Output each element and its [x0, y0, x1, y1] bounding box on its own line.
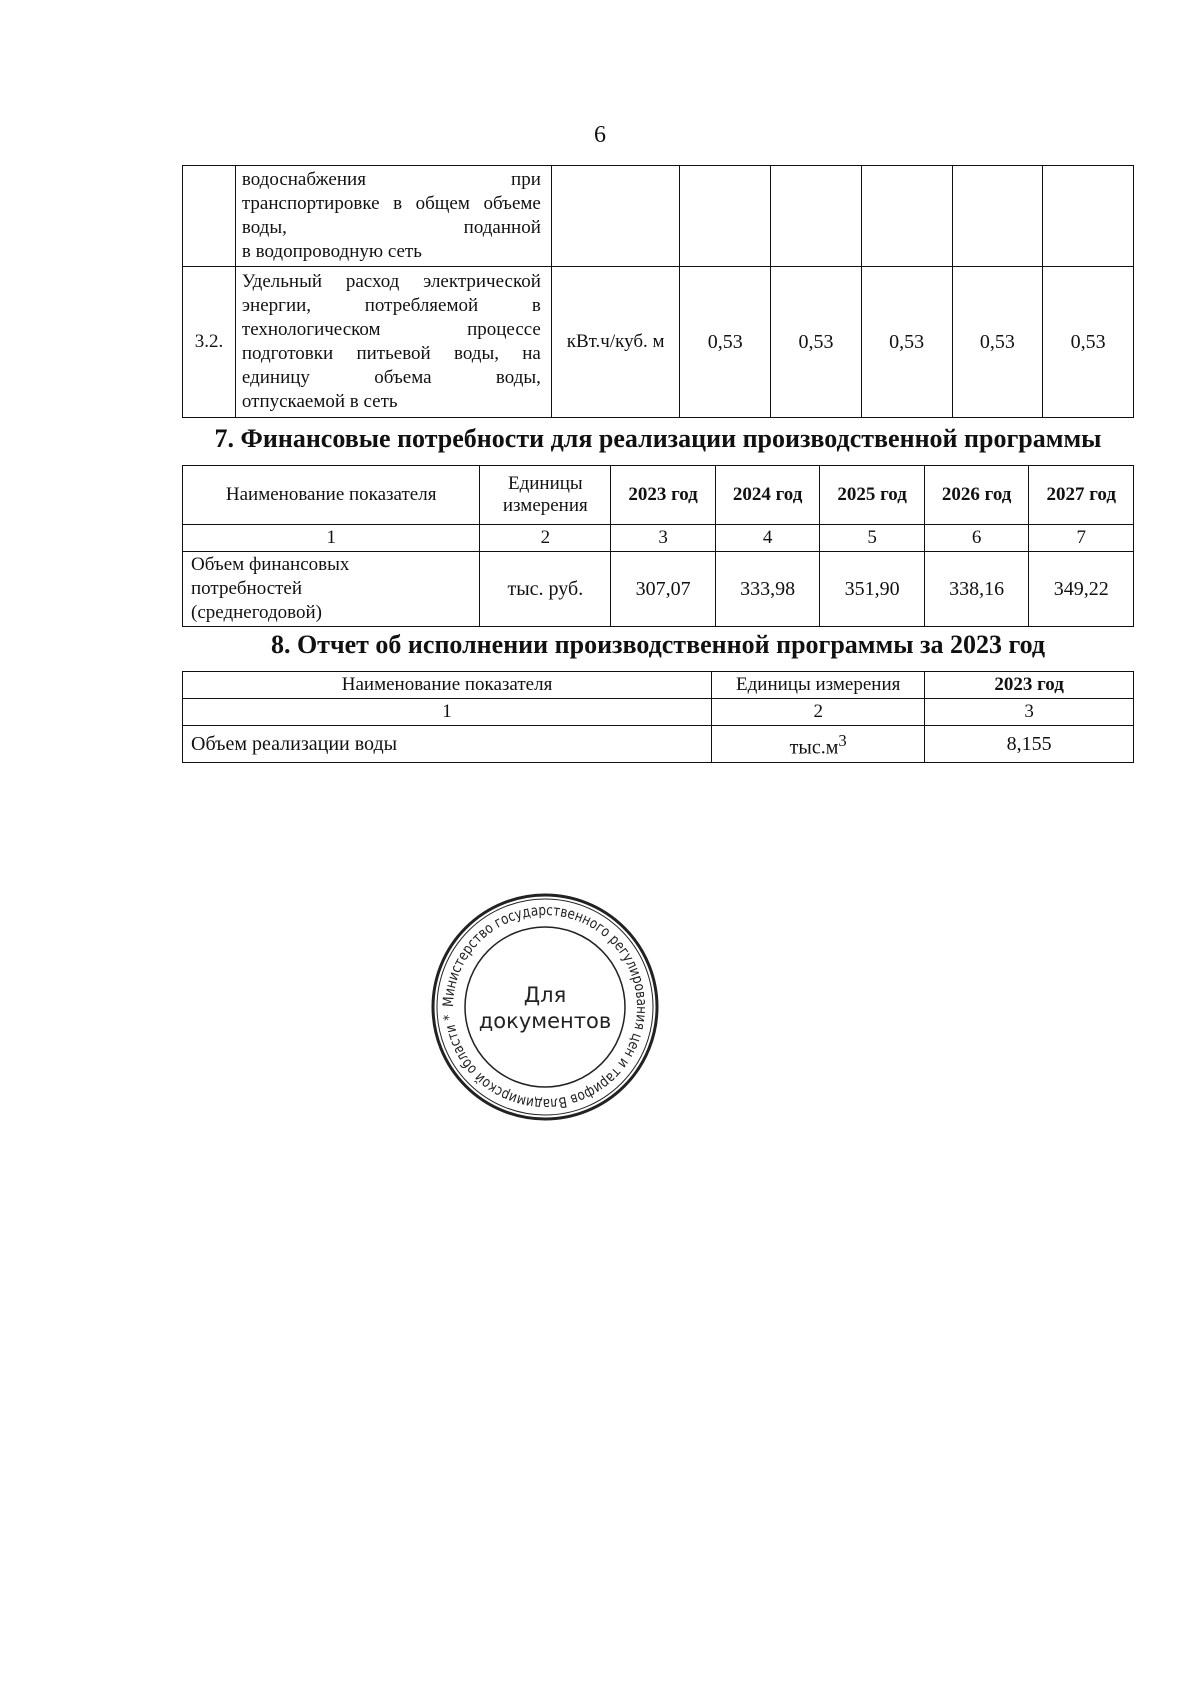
value-cell: 0,53	[771, 267, 862, 418]
unit-cell	[551, 166, 680, 267]
value-cell	[1043, 166, 1134, 267]
index-cell: 3	[925, 699, 1134, 726]
seal-center-line: Для	[523, 983, 567, 1007]
seal-ring-text: Министерство государственного регулирования цен и тарифов Владимирской области *	[440, 902, 650, 1112]
column-header: Единицы измерения	[712, 672, 925, 699]
table-row	[183, 552, 1134, 627]
column-header: 2023 год	[611, 466, 716, 525]
value-cell: 338,16	[924, 552, 1029, 627]
column-header: 2023 год	[925, 672, 1134, 699]
seal-outer-ring-inner	[437, 899, 653, 1115]
table-index-row	[183, 525, 1134, 552]
financial-needs-table	[182, 465, 1134, 627]
seal-outer-ring	[433, 895, 657, 1119]
section-title: 7. Финансовые потребности для реализации производственной программы	[214, 424, 1102, 453]
value-cell: 0,53	[952, 267, 1043, 418]
page-number: 6	[594, 122, 606, 148]
indicator-name: Объем финансовых потребностей (среднегодовой)	[183, 552, 480, 627]
value-cell	[771, 166, 862, 267]
indicator-name: Удельный расход электрической энергии, потребляемой в технологическом процессе подготовки питьевой воды, на единицу объема воды, отпускаемой в сеть	[235, 267, 551, 418]
column-header: Наименование показателя	[183, 466, 480, 525]
indicators-table	[182, 165, 1134, 418]
value-cell	[952, 166, 1043, 267]
index-cell: 1	[183, 699, 712, 726]
table-header-row	[183, 672, 1134, 699]
section-title: 8. Отчет об исполнении производственной программы за 2023 год	[270, 630, 1046, 659]
index-cell: 2	[712, 699, 925, 726]
table-header-row	[183, 466, 1134, 525]
seal-center-line: документов	[478, 1009, 612, 1033]
column-header: 2024 год	[715, 466, 820, 525]
column-header: 2025 год	[820, 466, 925, 525]
official-seal	[430, 892, 660, 1122]
index-cell: 2	[480, 525, 611, 552]
value-cell: 307,07	[611, 552, 716, 627]
seal-inner-ring	[465, 927, 625, 1087]
value-cell: 8,155	[925, 726, 1134, 763]
value-cell: 0,53	[861, 267, 952, 418]
indicator-name: водоснабжения при транспортировке в общем объеме воды, поданной в водопроводную сеть	[235, 166, 551, 267]
index-cell: 6	[924, 525, 1029, 552]
value-cell: 0,53	[680, 267, 771, 418]
unit-cell: $тыс.м^3$	[712, 726, 925, 763]
table-index-row	[183, 699, 1134, 726]
value-cell	[861, 166, 952, 267]
row-number: 3.2.	[183, 267, 236, 418]
column-header: 2026 год	[924, 466, 1029, 525]
index-cell: 1	[183, 525, 480, 552]
unit-cell: тыс. руб.	[480, 552, 611, 627]
value-cell: 333,98	[715, 552, 820, 627]
table-row	[183, 267, 1134, 418]
indicator-name: Объем реализации воды	[183, 726, 712, 763]
unit-cell: кВт.ч/куб. м	[551, 267, 680, 418]
column-header: Наименование показателя	[183, 672, 712, 699]
index-cell: 4	[715, 525, 820, 552]
column-header: 2027 год	[1029, 466, 1134, 525]
index-cell: 3	[611, 525, 716, 552]
index-cell: 5	[820, 525, 925, 552]
table-row	[183, 726, 1134, 763]
value-cell: 349,22	[1029, 552, 1134, 627]
program-report-table	[182, 671, 1134, 763]
value-cell: 0,53	[1043, 267, 1134, 418]
column-header: Единицы измерения	[480, 466, 611, 525]
value-cell	[680, 166, 771, 267]
value-cell: 351,90	[820, 552, 925, 627]
table-row	[183, 166, 1134, 267]
index-cell: 7	[1029, 525, 1134, 552]
row-number	[183, 166, 236, 267]
